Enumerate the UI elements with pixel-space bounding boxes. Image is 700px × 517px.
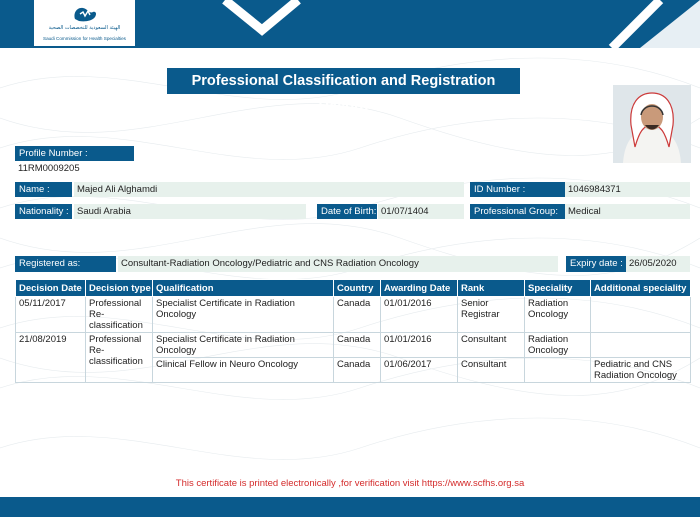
header-rank: Rank: [458, 280, 525, 297]
expiry-label: Expiry date :: [566, 256, 627, 272]
header-qualification: Qualification: [153, 280, 334, 297]
profile-photo: [613, 85, 691, 163]
header-decision-type: Decision type: [86, 280, 153, 297]
professional-group-label: Professional Group:: [470, 204, 566, 219]
logo-arabic-text: الهيئة السعودية للتخصصات الصحية: [48, 25, 121, 31]
profile-number-label: Profile Number :: [15, 146, 134, 161]
name-value: Majed Ali Alghamdi: [74, 182, 464, 197]
logo-english-text: Saudi Commission for Health Specialties: [43, 36, 126, 41]
bottom-banner: [0, 497, 700, 517]
nationality-value: Saudi Arabia: [74, 204, 306, 219]
cell-decision-type: Professional Re-classification: [86, 333, 153, 383]
cell-awarding-date: 01/01/2016: [381, 297, 458, 333]
expiry-value: 26/05/2020: [626, 256, 690, 272]
cell-qualification: Clinical Fellow in Neuro Oncology: [153, 358, 334, 383]
table-row: [16, 297, 691, 333]
name-label: Name :: [15, 182, 72, 197]
dob-value: 01/07/1404: [378, 204, 464, 219]
cell-awarding-date: 01/01/2016: [381, 333, 458, 358]
cell-qualification: Specialist Certificate in Radiation Oncology: [153, 333, 334, 358]
professional-group-value: Medical: [565, 204, 690, 219]
id-number-value: 1046984371: [565, 182, 690, 197]
classification-table: [15, 279, 691, 383]
cell-rank: Consultant: [458, 358, 525, 383]
scfhs-logo: [34, 0, 135, 46]
cell-country: Canada: [334, 358, 381, 383]
cell-speciality: Radiation Oncology: [525, 333, 591, 358]
id-number-label: ID Number :: [470, 182, 566, 197]
registered-as-value: Consultant-Radiation Oncology/Pediatric and CNS Radiation Oncology: [118, 256, 558, 272]
header-additional-speciality: Additional speciality: [591, 280, 691, 297]
registered-as-label: Registered as:: [15, 256, 116, 272]
page-title: Professional Classification and Registration Record: [167, 68, 520, 94]
table-header-row: [16, 280, 691, 297]
cell-decision-date: 05/11/2017: [16, 297, 86, 333]
profile-number-value: 11RM0009205: [15, 161, 134, 176]
person-photo-icon: [613, 85, 691, 163]
header-awarding-date: Awarding Date: [381, 280, 458, 297]
table-row: [16, 333, 691, 358]
header-country: Country: [334, 280, 381, 297]
cell-qualification: Specialist Certificate in Radiation Oncology: [153, 297, 334, 333]
cell-additional-speciality: [591, 333, 691, 358]
cell-decision-date: 21/08/2019: [16, 333, 86, 383]
cell-speciality: Radiation Oncology: [525, 297, 591, 333]
cell-additional-speciality: Pediatric and CNS Radiation Oncology: [591, 358, 691, 383]
scfhs-logo-icon: [71, 5, 99, 23]
dob-label: Date of Birth:: [317, 204, 377, 219]
header-speciality: Speciality: [525, 280, 591, 297]
cell-rank: Consultant: [458, 333, 525, 358]
cell-awarding-date: 01/06/2017: [381, 358, 458, 383]
cell-additional-speciality: [591, 297, 691, 333]
cell-decision-type: Professional Re-classification: [86, 297, 153, 333]
cell-country: Canada: [334, 333, 381, 358]
cell-speciality: [525, 358, 591, 383]
cell-country: Canada: [334, 297, 381, 333]
header-decision-date: Decision Date: [16, 280, 86, 297]
nationality-label: Nationality :: [15, 204, 72, 219]
verification-footer: This certificate is printed electronically ,for verification visit https://www.scfhs.org.sa: [175, 478, 525, 489]
cell-rank: Senior Registrar: [458, 297, 525, 333]
